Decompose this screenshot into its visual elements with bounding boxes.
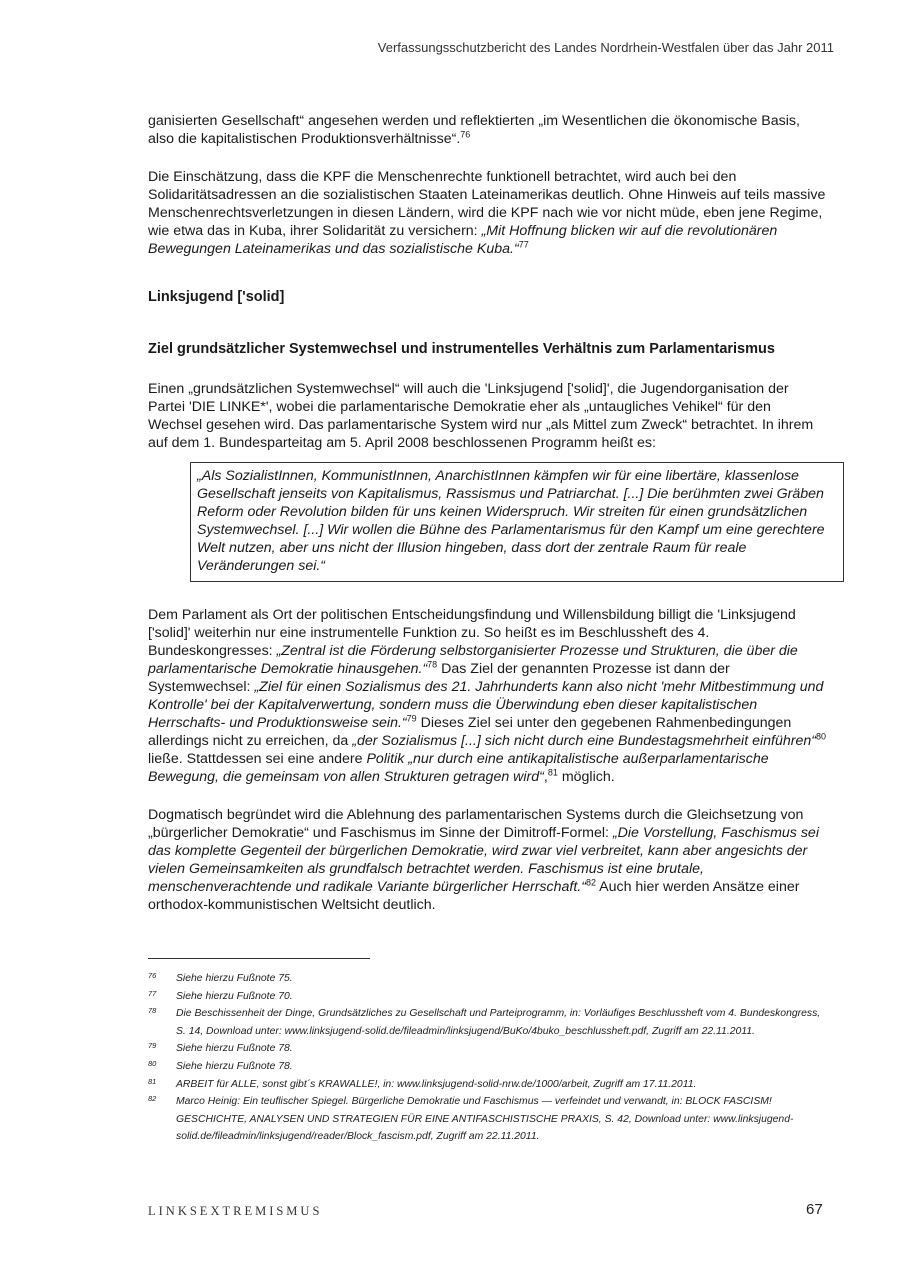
footnote-ref-80: 80 xyxy=(815,731,826,742)
footnote-text: Die Beschissenheit der Dinge, Grundsätzliches zu Gesellschaft und Parteiprogramm, in: Vorläufiges Beschlussheft vom 4. Bundeskongress, S. 14, Download unter: www.linksjugend-solid.de/fileadmin/linksjugend/BuKo/4buko_beschlussheft.pdf, Zugriff am 22.11.2011. xyxy=(176,1008,821,1037)
footnote-text: Siehe hierzu Fußnote 78. xyxy=(176,1060,293,1072)
subsection-heading-ziel: Ziel grundsätzlicher Systemwechsel und instrumentelles Verhältnis zum Parlamentarismus xyxy=(148,341,775,357)
paragraph-4-quote-2: „Ziel für einen Sozialismus des 21. Jahrhunderts kann also nicht 'mehr Mitbestimmung und Kontrolle' bei der Kapitalverwertung, sondern muss die Überwindung eben dieser kapitalistischen Herrschafts- und Produktionsweise sein.“ xyxy=(148,679,824,731)
paragraph-2-text: Die Einschätzung, dass die KPF die Menschenrechte funktionell betrachtet, wird auch bei den Solidaritätsadressen an die sozialistischen Staaten Lateinamerikas deutlich. Ohne Hinweis auf teils massive Menschenrechtsverletzungen in diesen Ländern, wird die KPF nach wie vor nicht müde, eben jene Regime, wie etwa das in Kuba, ihrer Solidarität zu versichern: xyxy=(148,169,826,239)
footnote-ref-78: 78 xyxy=(427,659,438,670)
footnote-number: 78 xyxy=(148,1006,157,1016)
footnote-divider xyxy=(148,958,370,959)
footnote-text: Siehe hierzu Fußnote 78. xyxy=(176,1043,293,1055)
paragraph-5-quote: „Die Vorstellung, Faschismus sei das komplette Gegenteil der bürgerlichen Demokratie, wird zwar viel verbreitet, kann aber angesichts der vielen Gemeinsamkeiten als grundfalsch betrachtet werden. Faschismus ist eine brutale, menschenverachtende und radikale Variante bürgerlicher Herrschaft.“ xyxy=(148,825,819,895)
footnote-80 xyxy=(148,1058,826,1076)
paragraph-4-text-j: möglich. xyxy=(557,769,615,785)
paragraph-2 xyxy=(148,168,826,258)
section-heading-linksjugend: Linksjugend ['solid] xyxy=(148,289,285,305)
footnote-82 xyxy=(148,1093,826,1146)
program-quote-box: „Als SozialistInnen, KommunistInnen, AnarchistInnen kämpfen wir für eine libertäre, klassenlose Gesellschaft jenseits von Kapitalismus, Rassismus und Patriarchat. [...] Die berühmten zwei Gräben Reform oder Revolution bilden für uns keinen Widerspruch. Wir streiten für einen grundsätzlichen Systemwechsel. [...] Wir wollen die Bühne des Parlamentarismus für den Kampf um eine gerechtere Welt nutzen, aber uns nicht der Illusion hingeben, dass dort der zentrale Raum für reale Veränderungen sei.“ xyxy=(190,462,844,582)
footnote-number: 81 xyxy=(148,1076,157,1086)
paragraph-4-text-c: Das Ziel der genannten Prozesse ist dann der Systemwechsel: xyxy=(148,661,730,695)
paragraph-4-quote-4: Politik „nur durch eine antikapitalistische außerparlamentarische Bewegung, die gemeinsam von allen Strukturen getragen wird“ xyxy=(148,751,769,785)
main-text xyxy=(148,112,826,934)
footnote-77 xyxy=(148,988,826,1006)
paragraph-4 xyxy=(148,606,826,786)
paragraph-5 xyxy=(148,806,826,914)
paragraph-4-quote-3: „der Sozialismus [...] sich nicht durch eine Bundestagsmehrheit einführen“ xyxy=(352,733,816,749)
footnote-number: 80 xyxy=(148,1058,157,1068)
footnote-text: ARBEIT für ALLE, sonst gibt´s KRAWALLE!, in: www.linksjugend-solid-nrw.de/1000/arbeit, Zugriff am 17.11.2011. xyxy=(176,1078,697,1090)
paragraph-5-text-c: Auch hier werden Ansätze einer orthodox-kommunistischen Weltsicht deutlich. xyxy=(148,879,800,913)
paragraph-4-comma: , xyxy=(543,769,548,785)
page-number: 67 xyxy=(806,1201,823,1218)
footnote-text: Siehe hierzu Fußnote 70. xyxy=(176,990,293,1002)
footnote-number: 76 xyxy=(148,971,157,980)
paragraph-4-text-g: ließe. Stattdessen sei eine andere xyxy=(148,751,367,767)
paragraph-4-quote-1: „Zentral ist die Förderung selbstorganisierter Prozesse und Strukturen, die über die parlamentarische Demokratie hinausgehen.“ xyxy=(148,643,798,677)
paragraph-4-text-e: Dieses Ziel sei unter den gegebenen Rahmenbedingungen allerdings nicht zu erreichen, da xyxy=(148,715,792,749)
footnote-text: Marco Heinig: Ein teuflischer Spiegel. Bürgerliche Demokratie und Faschismus — verfeindet und verwandt, in: BLOCK FASCISM! GESCHICHTE, ANALYSEN UND STRATEGIEN FÜR EINE ANTIFASCHISTISCHE PRAXIS, S. 42, Download unter: www.linksjugend-solid.de/fileadmin/linksjugend/reader/Block_fascism.pdf, Zugriff am 22.11.2011. xyxy=(176,1096,794,1143)
footnote-number: 79 xyxy=(148,1041,157,1051)
footnote-number: 77 xyxy=(148,988,157,998)
paragraph-3: Einen „grundsätzlichen Systemwechsel“ will auch die 'Linksjugend ['solid]', die Jugendorganisation der Partei 'DIE LINKE*', wobei die parlamentarische Demokratie eher als „untaugliches Vehikel“ für den Wechsel gesehen wird. Das parlamentarische System wird nur „als Mittel zum Zweck“ betrachtet. In ihrem auf dem 1. Bundesparteitag am 5. April 2008 beschlossenen Programm heißt es: xyxy=(148,381,814,451)
footnote-ref-79: 79 xyxy=(406,713,417,724)
paragraph-1 xyxy=(148,112,826,148)
footnote-number: 82 xyxy=(148,1094,157,1104)
footnote-ref-81: 81 xyxy=(547,767,558,778)
footer-section-label: LINKSEXTREMISMUS xyxy=(148,1204,323,1218)
paragraph-4-text-a: Dem Parlament als Ort der politischen Entscheidungsfindung und Willensbildung billigt die 'Linksjugend ['solid]' weiterhin nur eine instrumentelle Funktion zu. So heißt es im Beschlussheft des 4. Bundeskongresses: xyxy=(148,607,796,659)
footnote-ref-82: 82 xyxy=(585,877,596,888)
footnote-text: Siehe hierzu Fußnote 75. xyxy=(176,973,293,984)
footnotes xyxy=(148,970,826,1146)
footnote-76 xyxy=(148,970,826,988)
running-header: Verfassungsschutzbericht des Landes Nordrhein-Westfalen über das Jahr 2011 xyxy=(377,40,834,55)
footnote-78 xyxy=(148,1005,826,1040)
paragraph-5-text-a: Dogmatisch begründet wird die Ablehnung des parlamentarischen Systems durch die Gleichsetzung von „bürgerlicher Demokratie“ und Faschismus im Sinne der Dimitroff-Formel: xyxy=(148,807,804,841)
footnote-ref-77: 77 xyxy=(518,239,529,250)
footnote-81 xyxy=(148,1076,826,1094)
footnote-ref-76: 76 xyxy=(460,129,471,140)
paragraph-2-quote: „Mit Hoffnung blicken wir auf die revolutionären Bewegungen Lateinamerikas und das sozialistische Kuba.“ xyxy=(148,223,778,257)
paragraph-1-text: ganisierten Gesellschaft“ angesehen werden und reflektierten „im Wesentlichen die ökonomische Basis, also die kapitalistischen Produktionsverhältnisse“. xyxy=(148,113,800,147)
footnote-79 xyxy=(148,1040,826,1058)
